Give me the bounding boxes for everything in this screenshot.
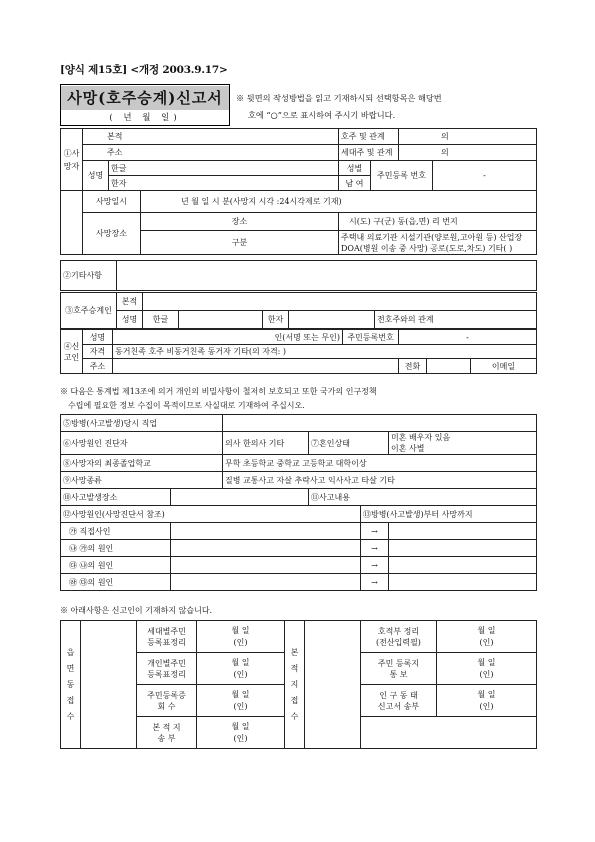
- statistics-notice-line-2: 수립에 필요한 정보 수집이 목적이므로 사실대로 기재하여 주십시오.: [68, 401, 305, 410]
- domicile-row-3-date: 월 일: [477, 689, 496, 699]
- town-row-4-line-2: 송 부: [157, 733, 176, 743]
- cause-row-4-arrow: →: [361, 574, 389, 591]
- occupation-field[interactable]: [223, 415, 537, 432]
- town-row-1-seal: (인): [233, 637, 248, 647]
- cause-row-4-field[interactable]: [171, 574, 361, 591]
- deceased-spacer: [61, 191, 83, 255]
- instruction-line-2: 호에 “○”으로 표시하여 주시기 바랍니다.: [248, 110, 396, 120]
- qualification-label: 자격: [83, 345, 113, 359]
- successor-domicile-field[interactable]: [143, 293, 537, 311]
- town-row-2-date: 월 일: [231, 657, 250, 667]
- accident-detail[interactable]: [309, 489, 537, 506]
- accident-place-field[interactable]: [171, 489, 309, 506]
- head-relation-label: 호주 및 관계: [339, 129, 399, 145]
- statistics-table: [60, 414, 537, 591]
- death-datetime-value[interactable]: 년 월 일 시 분(사망지 시각 :24시각제로 기재): [141, 191, 537, 213]
- cause-row-2-label: ㉯ ㉮의 원인: [61, 540, 171, 557]
- successor-name-label: 성명: [117, 311, 143, 329]
- email-label: 이메일: [471, 359, 537, 374]
- cause-row-1-duration[interactable]: [389, 523, 537, 540]
- domicile-label: 본적지접수: [285, 621, 305, 749]
- reporter-table: [60, 329, 537, 374]
- town-row-2-stamp[interactable]: [197, 653, 285, 685]
- reporter-address-field[interactable]: [113, 359, 399, 374]
- cause-row-4-duration[interactable]: [389, 574, 537, 591]
- statistics-notice: [60, 385, 536, 413]
- title-box: [60, 84, 230, 126]
- domicile-row-1-date: 월 일: [477, 625, 496, 635]
- cause-row-2-arrow: →: [361, 540, 389, 557]
- domicile-row-3-stamp[interactable]: [437, 685, 537, 717]
- occupation-label: ⑤방병(사고발생)당시 직업: [61, 415, 223, 432]
- reporter-resident-no-value[interactable]: -: [399, 330, 537, 345]
- domicile-label: 본적: [107, 132, 123, 141]
- town-row-3-label: [137, 685, 197, 717]
- marital-values-1: 미혼 배우자 있음: [391, 433, 451, 442]
- reporter-name-label: 성명: [83, 330, 113, 345]
- other-matters-table: [60, 260, 537, 291]
- duration-label: ⑬방병(사고발생)부터 사망까지: [361, 506, 537, 523]
- domicile-row-3-seal: (인): [479, 701, 494, 711]
- domicile-row-2-date: 월 일: [477, 657, 496, 667]
- town-row-2-label: [137, 653, 197, 685]
- hanja-label: 한자: [111, 178, 127, 188]
- resident-no-label: 주민등록 번호: [371, 161, 433, 191]
- deceased-table: [60, 128, 537, 255]
- qualification-values[interactable]: 동거친족 호주 비동거친족 동거자 기타(의 자격: ): [113, 345, 537, 359]
- domicile-row-3-line-2: 신고서 송부: [377, 701, 420, 711]
- head-relation-value[interactable]: 의: [399, 129, 537, 145]
- category-values-2: DOA(병원 이송 중 사망) 공로(도로,차도) 기타( ): [341, 243, 513, 253]
- town-row-2-line-2: 등록표정리: [147, 669, 186, 679]
- sex-values[interactable]: 남 여: [339, 176, 371, 191]
- category-values-1: 주택내 의료기관 시설기관(양로원,고아원 등) 산업장: [341, 232, 523, 242]
- other-matters-field[interactable]: [117, 261, 537, 291]
- cause-row-4-label: ㉱ ㉰의 원인: [61, 574, 171, 591]
- education-values[interactable]: 무학 초등학교 중학교 고등학교 대학이상: [223, 455, 537, 472]
- form-number: [양식 제15호] <개정 2003.9.17>: [60, 64, 228, 76]
- place-label: 장소: [141, 213, 339, 231]
- town-row-4-stamp[interactable]: [197, 717, 285, 749]
- accident-detail-label: ⑪사고내용: [311, 492, 350, 502]
- hangul-label: 한글: [111, 163, 127, 173]
- cause-row-3-label: ㉰ ㉯의 원인: [61, 557, 171, 574]
- office-notice: ※ 아래사항은 신고인이 기재하지 않습니다.: [60, 606, 213, 615]
- domicile-empty: [361, 717, 537, 749]
- town-row-1-stamp[interactable]: [197, 621, 285, 653]
- town-row-2-seal: (인): [233, 669, 248, 679]
- domicile-row-2-label: [361, 653, 437, 685]
- domicile-row-3-label: [361, 685, 437, 717]
- reporter-resident-no-label: 주민등록번호: [343, 330, 399, 345]
- domicile-spacer: [305, 621, 361, 749]
- phone-label: 전화: [399, 359, 427, 374]
- domicile-row-2-line-2: 통 보: [389, 669, 408, 679]
- name-label: 성명: [83, 161, 109, 191]
- instruction-notice: [236, 90, 536, 124]
- death-place-label: 사망장소: [83, 213, 141, 255]
- domicile-row-3-line-1: 인 구 동 태: [379, 690, 418, 700]
- domicile-row-1-line-2: (전산입력필): [376, 637, 421, 647]
- relation-prev-head-label: 전호주와의 관계: [377, 315, 434, 324]
- town-row-3-date: 월 일: [231, 689, 250, 699]
- town-row-1-line-1: 세대별주민: [147, 626, 186, 636]
- successor-hanja-label: 한자: [263, 311, 289, 329]
- instruction-line-1: ※ 뒷면의 작성방법을 읽고 기재하시되 선택항목은 해당번: [236, 93, 442, 103]
- successor-hanja-field[interactable]: [289, 311, 375, 329]
- marital-values[interactable]: [389, 432, 537, 455]
- diagnoser-label: ⑥사망원인 진단자: [61, 432, 223, 455]
- address-label: 주소: [107, 148, 123, 157]
- town-row-1-date: 월 일: [231, 625, 250, 635]
- cause-row-2-duration[interactable]: [389, 540, 537, 557]
- town-label: 읍면동접수: [61, 621, 81, 749]
- town-row-1-line-2: 등록표정리: [147, 637, 186, 647]
- resident-no-value[interactable]: -: [433, 161, 537, 191]
- domicile-row-1-seal: (인): [479, 637, 494, 647]
- domicile-row-2-seal: (인): [479, 669, 494, 679]
- cause-row-1-arrow: →: [361, 523, 389, 540]
- relation-prev-head[interactable]: [375, 311, 537, 329]
- name-hangul[interactable]: [109, 161, 339, 176]
- cause-label: ⑫사망원인(사망진단서 참조): [61, 506, 361, 523]
- death-type-values[interactable]: 질병 교통사고 자살 추락사고 익사사고 타살 기타: [223, 472, 537, 489]
- town-row-1-label: [137, 621, 197, 653]
- town-row-4-seal: (인): [233, 733, 248, 743]
- cause-row-3-duration[interactable]: [389, 557, 537, 574]
- domicile-row-1-line-1: 호적부 정리: [377, 626, 420, 636]
- cause-row-2-field[interactable]: [171, 540, 361, 557]
- education-label: ⑧사망자의 최종졸업학교: [61, 455, 223, 472]
- successor-label: ③호주승계인: [61, 293, 117, 329]
- domicile-row-1-stamp[interactable]: [437, 621, 537, 653]
- town-row-3-line-1: 주민등록증: [147, 690, 186, 700]
- household-relation-value[interactable]: 의: [399, 145, 537, 161]
- town-row-3-stamp[interactable]: [197, 685, 285, 717]
- marital-label: ⑦혼인상태: [309, 432, 389, 455]
- diagnoser-values[interactable]: 의사 한의사 기타: [223, 432, 309, 455]
- cause-row-1-label: ㉮ 직접사인: [61, 523, 171, 540]
- successor-hangul-field[interactable]: [179, 311, 263, 329]
- deceased-address[interactable]: [83, 145, 339, 161]
- town-row-4-label: [137, 717, 197, 749]
- sex-label: 성별: [339, 161, 371, 176]
- category-label: 구분: [141, 231, 339, 255]
- town-row-3-line-2: 회 수: [157, 701, 176, 711]
- place-value[interactable]: 시(도) 구(군) 동(읍,면) 리 번지: [339, 213, 537, 231]
- reporter-signature[interactable]: 인(서명 또는 무인): [113, 330, 343, 345]
- town-row-3-seal: (인): [233, 701, 248, 711]
- phone-field[interactable]: [427, 359, 471, 374]
- death-type-label: ⑨사망종류: [61, 472, 223, 489]
- other-matters-label: ②기타사항: [61, 261, 117, 291]
- domicile-row-2-line-1: 주민 등록지: [377, 658, 420, 668]
- cause-row-3-field[interactable]: [171, 557, 361, 574]
- deceased-domicile[interactable]: [83, 129, 339, 145]
- successor-hangul-label: 한글: [143, 311, 179, 329]
- town-row-2-line-1: 개인별주민: [147, 658, 186, 668]
- domicile-row-1-label: [361, 621, 437, 653]
- marital-values-2: 이혼 사별: [391, 444, 425, 453]
- reporter-address-label: 주소: [83, 359, 113, 374]
- death-datetime-label: 사망일시: [83, 191, 141, 213]
- town-row-4-date: 월 일: [231, 721, 250, 731]
- accident-place-label: ⑩사고발생장소: [61, 489, 171, 506]
- office-table: [60, 620, 537, 749]
- town-row-4-line-1: 본 적 지: [152, 722, 181, 732]
- household-relation-label: 세대주 및 관계: [339, 145, 399, 161]
- category-values[interactable]: [339, 231, 537, 255]
- cause-row-1-field[interactable]: [171, 523, 361, 540]
- domicile-row-2-stamp[interactable]: [437, 653, 537, 685]
- form-title: 사망(호주승계)신고서: [61, 86, 229, 110]
- deceased-section-label: ①사망자: [61, 129, 83, 191]
- statistics-notice-line-1: ※ 다음은 통계법 제13조에 의거 개인의 비밀사항이 철저히 보호되고 또한 국가의 인구정책: [60, 387, 377, 396]
- successor-table: [60, 292, 537, 329]
- title-date: ( 년 월 일): [109, 113, 181, 123]
- reporter-label: ④신고인: [61, 330, 83, 374]
- town-spacer: [81, 621, 137, 749]
- name-hanja[interactable]: [109, 176, 339, 191]
- cause-row-3-arrow: →: [361, 557, 389, 574]
- successor-domicile-label: 본적: [117, 293, 143, 311]
